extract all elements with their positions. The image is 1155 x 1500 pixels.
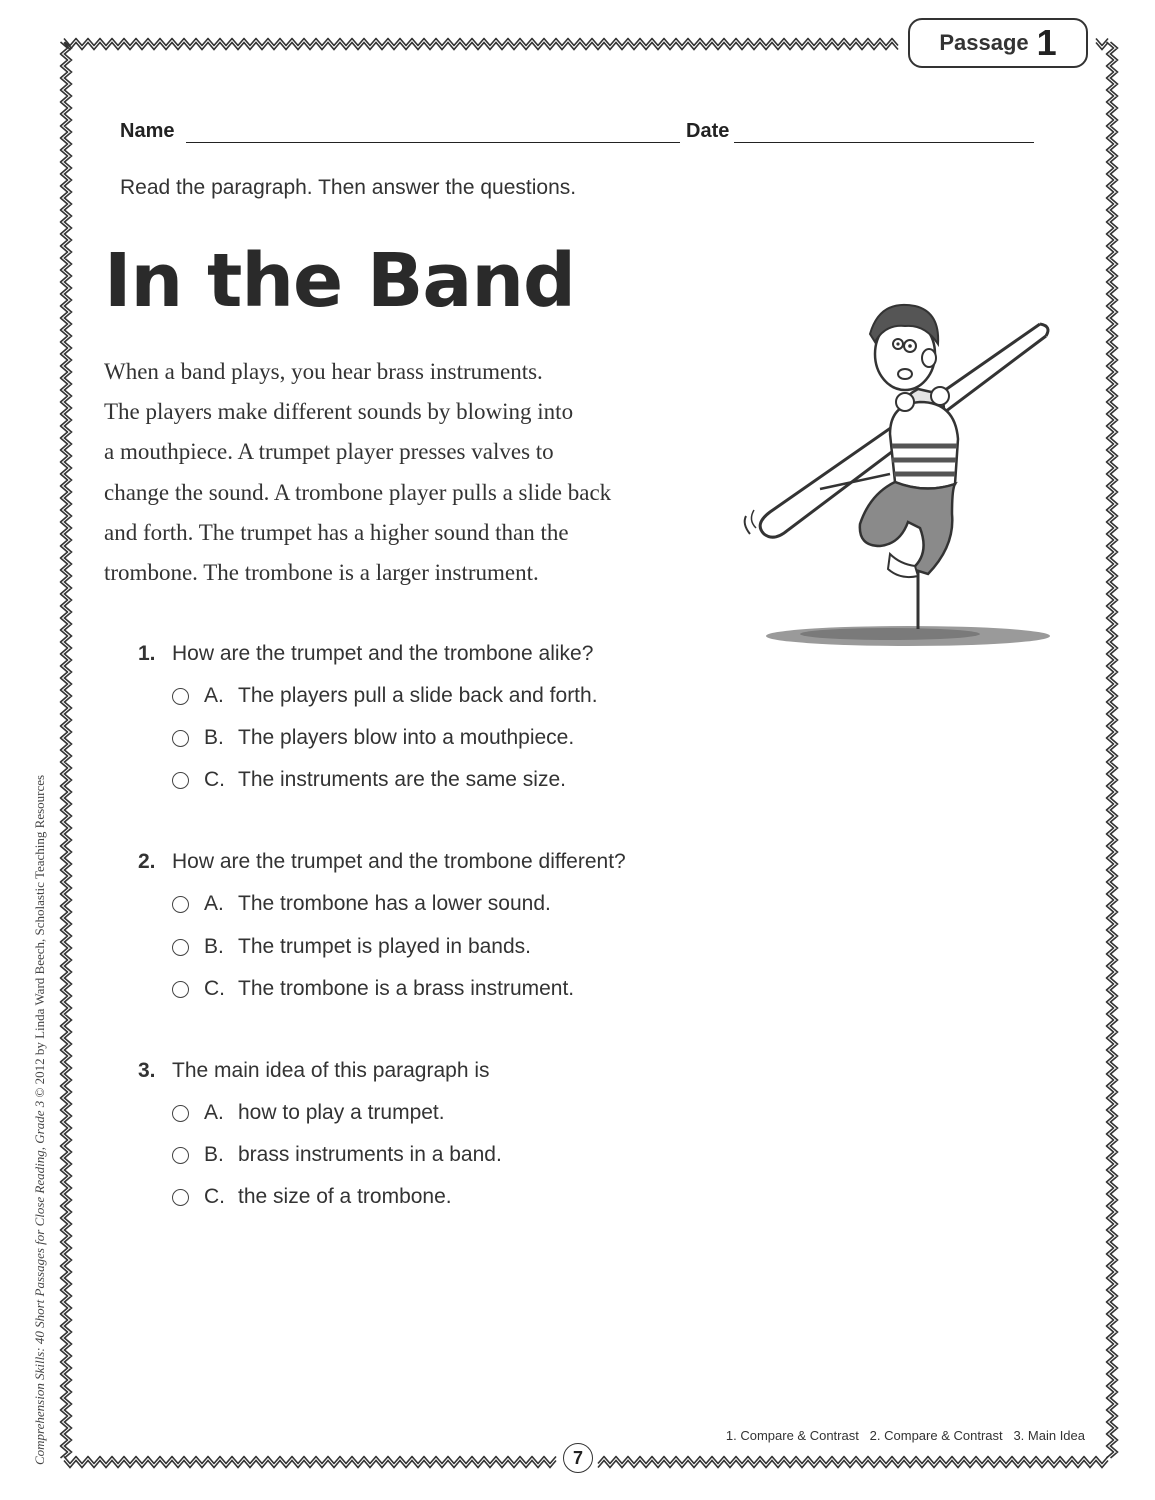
skills-footer: 1. Compare & Contrast 2. Compare & Contrast 3. Main Idea: [725, 1428, 1085, 1443]
question-number: 1.: [138, 642, 156, 665]
question-3: [138, 1059, 490, 1083]
option-letter: B.: [204, 1143, 224, 1166]
question-1-option-c[interactable]: [172, 768, 566, 792]
option-text: how to play a trumpet.: [238, 1101, 445, 1124]
question-2: [138, 850, 626, 874]
boy-playing-trombone-illustration: [740, 284, 1060, 664]
option-text: brass instruments in a band.: [238, 1143, 502, 1166]
question-1-option-a[interactable]: [172, 684, 598, 708]
question-2-option-b[interactable]: [172, 935, 531, 959]
option-letter: B.: [204, 935, 224, 958]
radio-button[interactable]: [172, 1189, 189, 1206]
name-field[interactable]: [186, 142, 680, 143]
question-text: The main idea of this paragraph is: [172, 1059, 490, 1082]
question-1: [138, 642, 593, 666]
question-1-option-b[interactable]: [172, 726, 574, 750]
passage-paragraph: [104, 352, 724, 593]
radio-button[interactable]: [172, 896, 189, 913]
question-3-option-c[interactable]: [172, 1185, 452, 1209]
option-letter: C.: [204, 1185, 225, 1208]
option-letter: A.: [204, 1101, 224, 1124]
radio-button[interactable]: [172, 730, 189, 747]
radio-button[interactable]: [172, 939, 189, 956]
instructions: Read the paragraph. Then answer the questions.: [120, 176, 577, 199]
option-letter: C.: [204, 768, 225, 791]
paragraph-line: When a band plays, you hear brass instruments.: [104, 359, 543, 384]
passage-number-tab: [908, 18, 1088, 68]
passage-title: In the Band: [104, 238, 575, 324]
copyright-text: © 2012 by Linda Ward Beech, Scholastic Teaching Resources: [32, 774, 47, 1101]
radio-button[interactable]: [172, 772, 189, 789]
book-title: Comprehension Skills: 40 Short Passages for Close Reading, Grade 3: [32, 1100, 47, 1465]
radio-button[interactable]: [172, 1147, 189, 1164]
option-letter: A.: [204, 684, 224, 707]
question-text: How are the trumpet and the trombone different?: [172, 850, 626, 873]
option-text: The players pull a slide back and forth.: [238, 684, 598, 707]
paragraph-line: change the sound. A trombone player pulls a slide back: [104, 479, 612, 505]
question-3-option-b[interactable]: [172, 1143, 502, 1167]
paragraph-line: trombone. The trombone is a larger instrument.: [104, 560, 539, 586]
question-number: 2.: [138, 850, 156, 873]
radio-button[interactable]: [172, 688, 189, 705]
paragraph-line: a mouthpiece. A trumpet player presses valves to: [104, 439, 554, 465]
radio-button[interactable]: [172, 1105, 189, 1122]
option-text: The trombone has a lower sound.: [238, 892, 551, 915]
option-text: the size of a trombone.: [238, 1185, 452, 1208]
question-text: How are the trumpet and the trombone alike?: [172, 642, 594, 665]
question-3-option-a[interactable]: [172, 1101, 445, 1125]
question-number: 3.: [138, 1059, 156, 1082]
name-label: Name: [120, 120, 175, 142]
passage-number: 1: [1036, 22, 1057, 63]
date-label: Date: [686, 120, 730, 142]
copyright-notice: [32, 775, 48, 1465]
option-text: The players blow into a mouthpiece.: [238, 726, 575, 749]
date-field[interactable]: [734, 142, 1034, 143]
option-text: The instruments are the same size.: [238, 768, 566, 791]
radio-button[interactable]: [172, 981, 189, 998]
question-2-option-a[interactable]: [172, 892, 551, 916]
page-number: 7: [563, 1443, 593, 1473]
option-letter: A.: [204, 892, 224, 915]
passage-label: Passage: [939, 30, 1029, 55]
paragraph-line: The players make different sounds by blowing into: [104, 399, 574, 425]
option-letter: B.: [204, 726, 224, 749]
question-2-option-c[interactable]: [172, 977, 574, 1001]
option-text: The trumpet is played in bands.: [238, 935, 531, 958]
paragraph-line: and forth. The trumpet has a higher sound than the: [104, 519, 569, 545]
name-date-row: [120, 118, 1034, 146]
option-letter: C.: [204, 977, 225, 1000]
option-text: The trombone is a brass instrument.: [238, 977, 575, 1000]
